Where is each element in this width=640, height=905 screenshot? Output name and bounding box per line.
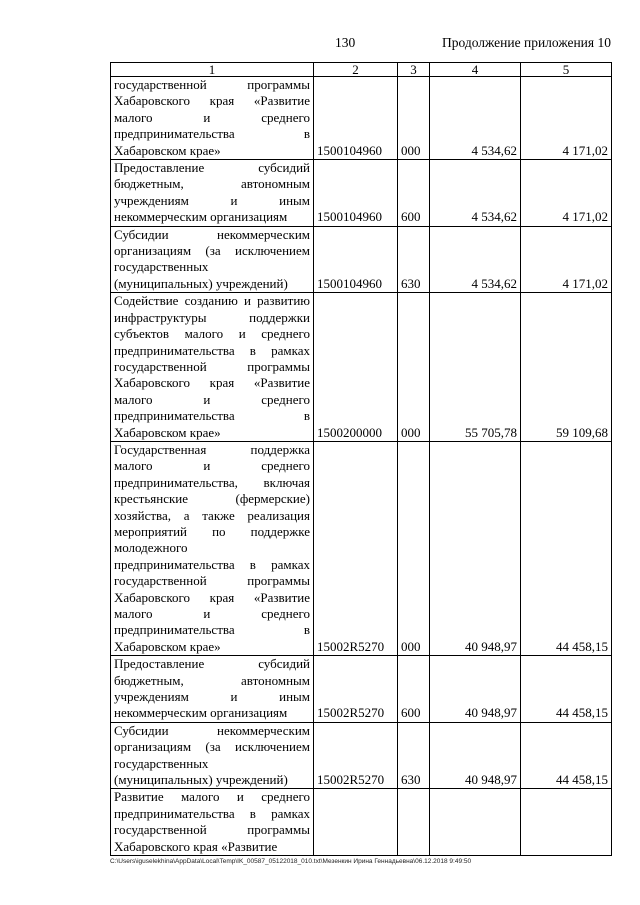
col-header-4: 4 [430, 63, 521, 77]
page-number: 130 [335, 35, 356, 50]
row-code: 1500200000 [314, 293, 398, 442]
row-amount-2: 44 458,15 [521, 441, 612, 655]
row-code: 1500104960 [314, 226, 398, 293]
row-expense-type: 630 [398, 226, 430, 293]
table-row [111, 722, 612, 789]
row-name: Субсидии некоммерческим организациям (за исключением государственных (муниципальных) учреждений) [111, 226, 314, 293]
row-name: Субсидии некоммерческим организациям (за исключением государственных (муниципальных) учреждений) [111, 722, 314, 789]
row-amount-1: 40 948,97 [430, 441, 521, 655]
row-amount-2: 4 171,02 [521, 226, 612, 293]
row-expense-type: 600 [398, 160, 430, 227]
row-name: государственной программы Хабаровского края «Развитие малого и среднего предпринимательства в Хабаровском крае» [111, 77, 314, 160]
table-row [111, 293, 612, 442]
table-row [111, 441, 612, 655]
row-amount-1: 4 534,62 [430, 160, 521, 227]
row-code: 15002R5270 [314, 656, 398, 723]
row-amount-1: 4 534,62 [430, 226, 521, 293]
row-amount-2: 44 458,15 [521, 656, 612, 723]
row-code [314, 789, 398, 856]
row-amount-1: 4 534,62 [430, 77, 521, 160]
row-amount-2: 4 171,02 [521, 160, 612, 227]
row-amount-1 [430, 789, 521, 856]
row-expense-type [398, 789, 430, 856]
table-row [111, 656, 612, 723]
row-expense-type: 000 [398, 441, 430, 655]
budget-table [110, 62, 612, 856]
row-name: Содействие созданию и развитию инфраструктуры поддержки субъектов малого и среднего предпринимательства в рамках государственной программы Хабаровского края «Развитие малого и среднего предпринимательства в Хабаровском крае» [111, 293, 314, 442]
col-header-5: 5 [521, 63, 612, 77]
row-code: 15002R5270 [314, 441, 398, 655]
table-row [111, 226, 612, 293]
row-amount-2: 59 109,68 [521, 293, 612, 442]
row-expense-type: 630 [398, 722, 430, 789]
row-name: Предоставление субсидий бюджетным, автономным учреждениям и иным некоммерческим организациям [111, 160, 314, 227]
col-header-3: 3 [398, 63, 430, 77]
row-code: 15002R5270 [314, 722, 398, 789]
col-header-1: 1 [111, 63, 314, 77]
table-row [111, 160, 612, 227]
row-code: 1500104960 [314, 77, 398, 160]
row-code: 1500104960 [314, 160, 398, 227]
file-path-footer: C:\Users\iguselekhina\AppData\Local\Temp\IK_00587_05122018_010.txt\Мезенкин Ирина Геннадьевна\06.12.2018 9:49:50 [110, 858, 472, 865]
table-row [111, 77, 612, 160]
row-amount-1: 40 948,97 [430, 656, 521, 723]
row-name: Государственная поддержка малого и среднего предпринимательства, включая крестьянские (фермерские) хозяйства, а также реализация мероприятий по поддержке молодежного предпринимательства в рамках государственной программы Хабаровского края «Развитие малого и среднего предпринимательства в Хабаровском крае» [111, 441, 314, 655]
appendix-title: Продолжение приложения 10 [441, 35, 611, 50]
row-amount-1: 55 705,78 [430, 293, 521, 442]
row-expense-type: 000 [398, 77, 430, 160]
row-expense-type: 600 [398, 656, 430, 723]
row-name: Развитие малого и среднего предпринимательства в рамках государственной программы Хабаровского края «Развитие [111, 789, 314, 856]
table-header-row [111, 63, 612, 77]
col-header-2: 2 [314, 63, 398, 77]
row-amount-2: 44 458,15 [521, 722, 612, 789]
page-header [110, 35, 611, 55]
row-amount-2: 4 171,02 [521, 77, 612, 160]
row-amount-2 [521, 789, 612, 856]
row-name: Предоставление субсидий бюджетным, автономным учреждениям и иным некоммерческим организациям [111, 656, 314, 723]
table-row [111, 789, 612, 856]
row-amount-1: 40 948,97 [430, 722, 521, 789]
row-expense-type: 000 [398, 293, 430, 442]
